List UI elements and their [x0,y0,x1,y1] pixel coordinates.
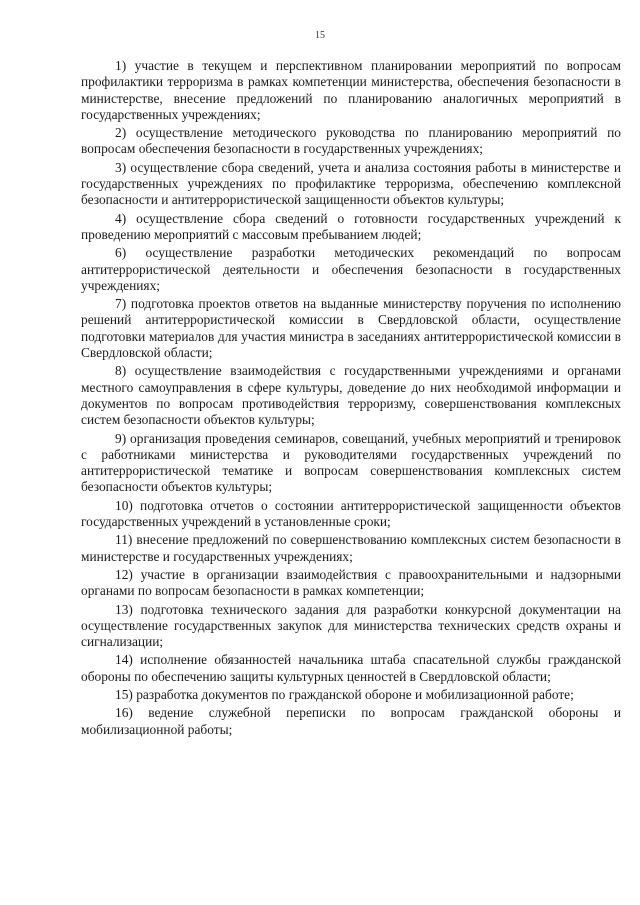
list-item-6: 6) осуществление разработки методических рекомендаций по вопросам антитеррористической деятельности и обеспечения безопасности в государственных учреждениях; [81,245,621,293]
list-item-1: 1) участие в текущем и перспективном планировании мероприятий по вопросам профилактики терроризма в рамках компетенции министерства, обеспечения безопасности в министерстве, внесение предложений по планированию аналогичных мероприятий в государственных учреждениях; [81,58,621,122]
list-item-15: 15) разработка документов по гражданской обороне и мобилизационной работе; [115,686,574,702]
list-item-12: 12) участие в организации взаимодействия с правоохранительными и надзорными органами по вопросам безопасности в рамках компетенции; [81,566,621,599]
list-item-13: 13) подготовка технического задания для разработки конкурсной документации на осуществление государственных закупок для министерства технических средств охраны и сигнализации; [81,601,621,650]
list-item-10: 10) подготовка отчетов о состоянии антитеррористической защищенности объектов государственных учреждений в установленные сроки; [81,497,621,530]
list-item-2: 2) осуществление методического руководства по планированию мероприятий по вопросам обеспечения безопасности в государственных учреждениях; [81,125,621,157]
list-item-3: 3) осуществление сбора сведений, учета и анализа состояния работы в министерстве и государственных учреждениях по профилактике терроризма, обеспечению комплексной безопасности и антитеррористической защищенности объектов культуры; [81,159,621,208]
list-item-14: 14) исполнение обязанностей начальника штаба спасательной службы гражданской обороны по обеспечению защиты культурных ценностей в Свердловской области; [81,652,621,684]
list-item-8: 8) осуществление взаимодействия с государственными учреждениями и органами местного самоуправления в сфере культуры, доведение до них необходимой информации и документов по вопросам противодействия терроризму, совершенствования комплексных систем безопасности объектов культуры; [81,363,621,428]
list-item-7: 7) подготовка проектов ответов на выданные министерству поручения по исполнению решений антитеррористической комиссии в Свердловской области, осуществление подготовки материалов для участия министра в заседаниях антитеррористической комиссии в Свердловской области; [81,296,621,361]
list-item-9: 9) организация проведения семинаров, совещаний, учебных мероприятий и тренировок с работниками министерства и руководителями государственных учреждений по антитеррористической тематике и вопросам совершенствования комплексных систем безопасности объектов культуры; [81,430,621,495]
list-item-11: 11) внесение предложений по совершенствованию комплексных систем безопасности в министерстве и государственных учреждениях; [81,532,621,564]
page-number: 15 [315,30,325,41]
list-item-16: 16) ведение служебной переписки по вопросам гражданской обороны и мобилизационной работы; [81,705,621,737]
document-body [81,58,621,740]
list-item-4: 4) осуществление сбора сведений о готовности государственных учреждений к проведению мероприятий с массовым пребыванием людей; [81,210,621,242]
